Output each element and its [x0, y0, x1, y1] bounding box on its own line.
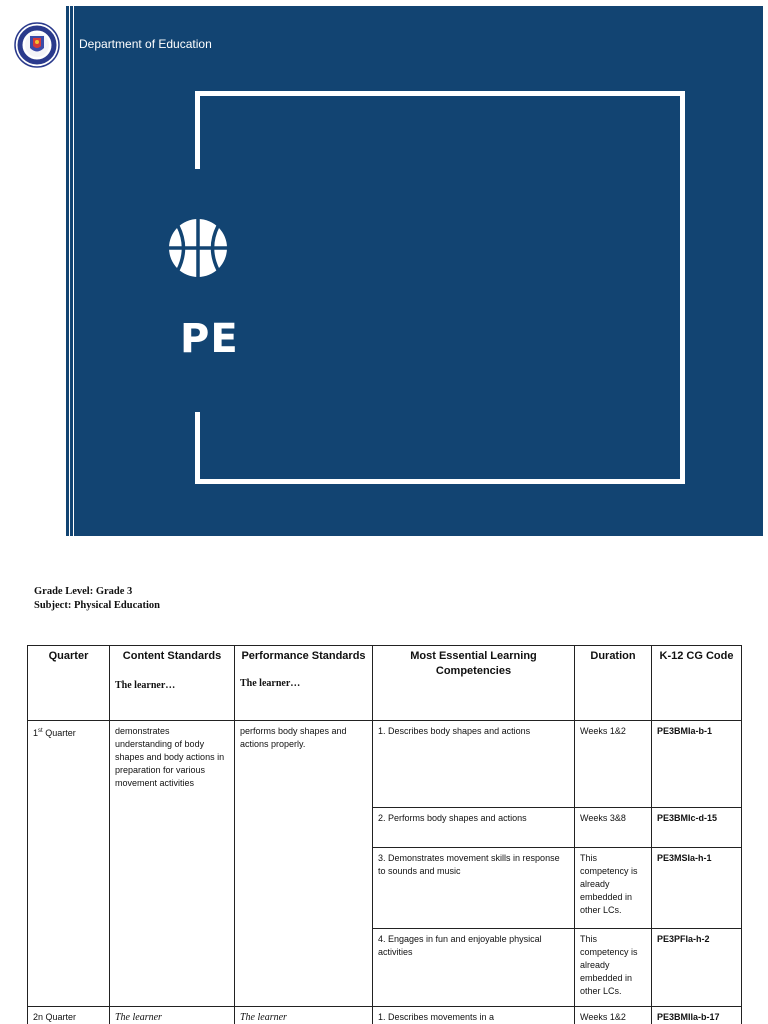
melc-cell: 2. Performs body shapes and actions	[373, 808, 575, 848]
quarter-cell: 2n Quarter	[28, 1007, 110, 1024]
frame-left-top	[195, 91, 200, 169]
deped-seal-icon	[14, 22, 60, 68]
melc-table	[27, 645, 742, 1024]
frame-right	[680, 91, 685, 484]
content-standard-cell: The learner	[110, 1007, 235, 1024]
header-code: K-12 CG Code	[652, 646, 742, 721]
department-name: Department of Education	[79, 37, 212, 51]
duration-cell: Weeks 1&2	[575, 1007, 652, 1024]
code-cell: PE3BMIc-d-15	[652, 808, 742, 848]
code-cell: PE3BMIIa-b-17	[652, 1007, 742, 1024]
frame-bottom	[195, 479, 685, 484]
melc-cell: 4. Engages in fun and enjoyable physical activities	[373, 929, 575, 1007]
code-cell: PE3BMIa-b-1	[652, 721, 742, 808]
content-standard-cell: demonstrates understanding of body shapes and body actions in preparation for various movement activities	[110, 721, 235, 1007]
grade-level: Grade Level: Grade 3	[34, 586, 133, 597]
table-row	[28, 1007, 742, 1024]
melc-cell: 1. Describes movements in a	[373, 1007, 575, 1024]
subject-title: PE	[180, 316, 239, 362]
header-content-standards: Content Standards The learner…	[110, 646, 235, 721]
header-quarter: Quarter	[28, 646, 110, 721]
header-melc: Most Essential Learning Competencies	[373, 646, 575, 721]
performance-standard-cell: performs body shapes and actions properly.	[235, 721, 373, 1007]
duration-cell: Weeks 1&2	[575, 721, 652, 808]
melc-cell: 3. Demonstrates movement skills in response to sounds and music	[373, 848, 575, 929]
cover-stripe	[66, 6, 69, 536]
header-duration: Duration	[575, 646, 652, 721]
quarter-cell: 1st Quarter	[28, 721, 110, 1007]
subject-line: Subject: Physical Education	[34, 600, 161, 611]
table-header-row	[28, 646, 742, 721]
header-performance-standards: Performance Standards The learner…	[235, 646, 373, 721]
duration-cell: This competency is already embedded in other LCs.	[575, 848, 652, 929]
basketball-icon	[167, 217, 229, 279]
code-cell: PE3PFIa-h-2	[652, 929, 742, 1007]
frame-left-bottom	[195, 412, 200, 484]
code-cell: PE3MSIa-h-1	[652, 848, 742, 929]
duration-cell: This competency is already embedded in other LCs.	[575, 929, 652, 1007]
performance-standard-cell: The learner	[235, 1007, 373, 1024]
melc-cell: 1. Describes body shapes and actions	[373, 721, 575, 808]
duration-cell: Weeks 3&8	[575, 808, 652, 848]
table-row	[28, 721, 742, 808]
cover-stripe	[70, 6, 73, 536]
frame-top	[195, 91, 685, 96]
header-content-sub: The learner…	[115, 680, 176, 691]
header-performance-sub: The learner…	[240, 678, 301, 689]
